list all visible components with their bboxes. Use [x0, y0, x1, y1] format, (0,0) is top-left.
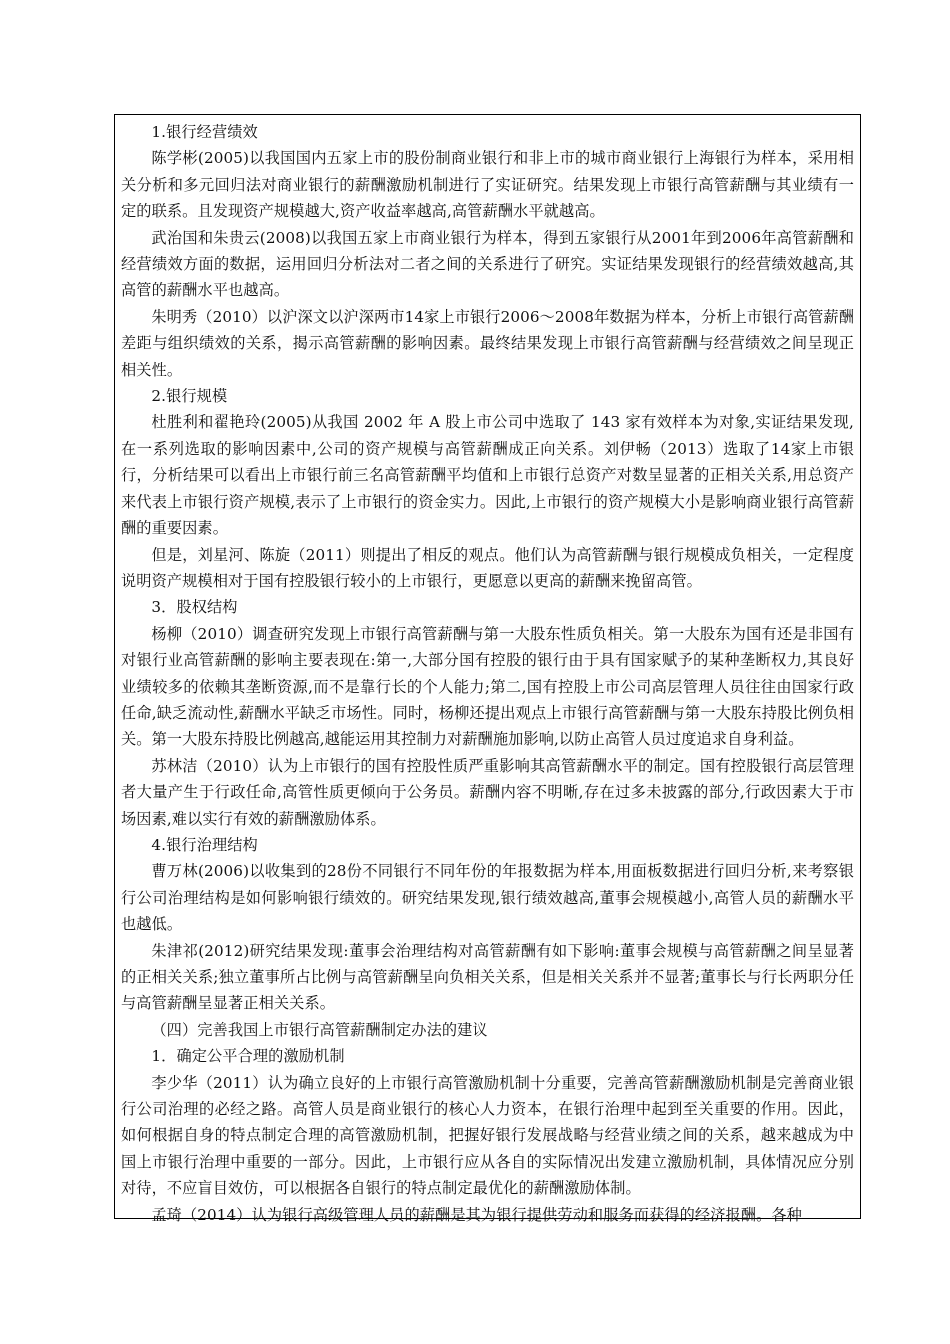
heading-ownership-structure: 3．股权结构	[151, 598, 238, 617]
paragraph: 孟琦（2014）认为银行高级管理人员的薪酬是其为银行提供劳动和服务而获得的经济报酬。各种	[151, 1205, 802, 1224]
document-body	[121, 119, 854, 1228]
paragraph: 朱津祁(2012)研究结果发现:董事会治理结构对高管薪酬有如下影响:董事会规模与高管薪酬之间呈显著的正相关关系;独立董事所占比例与高管薪酬呈向负相关关系，但是相关关系并不显著;董事长与行长两职分任与高管薪酬呈显著正相关关系。	[121, 941, 854, 1013]
paragraph: 武治国和朱贵云(2008)以我国五家上市商业银行为样本，得到五家银行从2001年到2006年高管薪酬和经营绩效方面的数据，运用回归分析法对二者之间的关系进行了研究。实证结果发现银行的经营绩效越高,其高管的薪酬水平也越高。	[121, 228, 854, 300]
paragraph: 苏林洁（2010）认为上市银行的国有控股性质严重影响其高管薪酬水平的制定。国有控股银行高层管理者大量产生于行政任命,高管性质更倾向于公务员。薪酬内容不明晰,存在过多未披露的部分,行政因素大于市场因素,难以实行有效的薪酬激励体系。	[121, 756, 854, 828]
heading-incentive-mechanism: 1．确定公平合理的激励机制	[151, 1047, 345, 1066]
paragraph: 朱明秀（2010）以沪深文以沪深两市14家上市银行2006～2008年数据为样本，分析上市银行高管薪酬差距与组织绩效的关系，揭示高管薪酬的影响因素。最终结果发现上市银行高管薪酬与经营绩效之间呈现正相关性。	[121, 307, 854, 379]
section-heading-suggestions: （四）完善我国上市银行高管薪酬制定办法的建议	[151, 1020, 488, 1039]
paragraph: 但是，刘星河、陈旋（2011）则提出了相反的观点。他们认为高管薪酬与银行规模成负相关，一定程度说明资产规模相对于国有控股银行较小的上市银行，更愿意以更高的薪酬来挽留高管。	[121, 545, 854, 590]
heading-bank-scale: 2.银行规模	[151, 387, 228, 406]
paragraph: 杜胜利和翟艳玲(2005)从我国 2002 年 A 股上市公司中选取了 143 家有效样本为对象,实证结果发现,在一系列选取的影响因素中,公司的资产规模与高管薪酬成正向关系。刘伊畅（2013）选取了14家上市银行，分析结果可以看出上市银行前三名高管薪酬平均值和上市银行总资产对数呈显著的正相关关系,用总资产来代表上市银行资产规模,表示了上市银行的资金实力。因此,上市银行的资产规模大小是影响商业银行高管薪酬的重要因素。	[121, 413, 854, 538]
paragraph: 李少华（2011）认为确立良好的上市银行高管激励机制十分重要，完善高管薪酬激励机制是完善商业银行公司治理的必经之路。高管人员是商业银行的核心人力资本，在银行治理中起到至关重要的作用。因此，如何根据自身的特点制定合理的高管激励机制，把握好银行发展战略与经营业绩之间的关系，越来越成为中国上市银行治理中重要的一部分。因此，上市银行应从各自的实际情况出发建立激励机制，具体情况应分别对待，不应盲目效仿，可以根据各自银行的特点制定最优化的薪酬激励体制。	[121, 1073, 854, 1198]
heading-bank-governance: 4.银行治理结构	[151, 835, 258, 854]
paragraph: 杨柳（2010）调查研究发现上市银行高管薪酬与第一大股东性质负相关。第一大股东为国有还是非国有对银行业高管薪酬的影响主要表现在:第一,大部分国有控股的银行由于具有国家赋予的某种垄断权力,其良好业绩较多的依赖其垄断资源,而不是靠行长的个人能力;第二,国有控股上市公司高层管理人员往往由国家行政任命,缺乏流动性,薪酬水平缺乏市场性。同时，杨柳还提出观点上市银行高管薪酬与第一大股东持股比例负相关。第一大股东持股比例越高,越能运用其控制力对薪酬施加影响,以防止高管人员过度追求自身利益。	[121, 624, 854, 749]
heading-bank-performance: 1.银行经营绩效	[151, 123, 258, 141]
paragraph: 陈学彬(2005)以我国国内五家上市的股份制商业银行和非上市的城市商业银行上海银行为样本，采用相关分析和多元回归法对商业银行的薪酬激励机制进行了实证研究。结果发现上市银行高管薪酬与其业绩有一定的联系。且发现资产规模越大,资产收益率越高,高管薪酬水平就越高。	[121, 149, 854, 221]
paragraph: 曹万林(2006)以收集到的28份不同银行不同年份的年报数据为样本,用面板数据进行回归分析,来考察银行公司治理结构是如何影响银行绩效的。研究结果发现,银行绩效越高,董事会规模越小,高管人员的薪酬水平也越低。	[121, 862, 854, 934]
document-frame	[114, 114, 861, 1224]
